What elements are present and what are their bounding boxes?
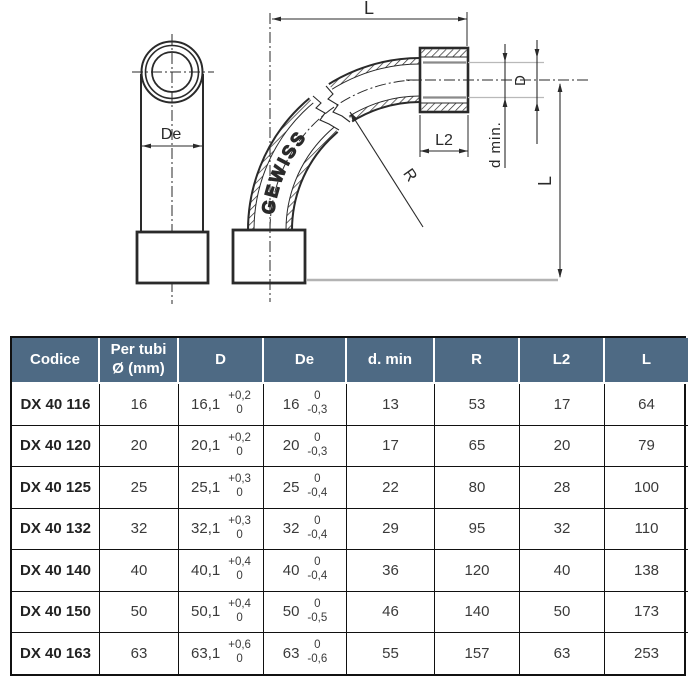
front-view [132,34,214,304]
cell-l: 64 [605,384,688,426]
cell-d: 40,1 +0,4 0 [179,550,264,592]
dmin-arrow-bottom [503,98,508,107]
cell-de: 20 0 -0,3 [264,426,347,468]
table-row [12,509,688,551]
cell-l: 253 [633,644,660,662]
cell-l: 173 [605,592,688,634]
de-arrow-left [142,144,151,149]
cell-l2: 63 [520,633,605,674]
cell-r: 65 [435,426,520,468]
cell-r: 140 [435,592,520,634]
col-header-d: D [179,338,264,384]
spec-table-section [10,336,686,676]
socket-hatch-bottom [422,104,467,111]
bend-view [233,12,588,302]
cell-l: 138 [605,550,688,592]
header-row [12,338,688,384]
technical-drawing [0,0,695,334]
cell-per-tubi: 25 [100,467,179,509]
cell-codice: DX 40 120 [12,426,100,468]
cell-codice: DX 40 125 [12,467,100,509]
cell-r: 53 [435,384,520,426]
l2-dim-label: L2 [435,132,453,149]
cell-dmin: 17 [347,426,435,468]
col-header-dmin: d. min [347,338,435,384]
cell-l2: 50 [520,592,605,634]
cell-d: 63,1 +0,6 0 [179,633,264,674]
socket-hatch-top [422,50,467,57]
de-arrow-right [193,144,202,149]
brand-logo-text: GEWISS [257,126,311,216]
l-top-arrow-right [458,17,467,22]
cell-d: 32,1 +0,3 0 [179,509,264,551]
cell-l: 79 [605,426,688,468]
l-right-dim-label: L [535,175,555,186]
col-header-l: L [605,338,688,384]
l-right-arrow-top [558,83,563,92]
cell-dmin: 55 [347,633,435,674]
cell-r: 80 [435,467,520,509]
cell-l: 110 [605,509,688,551]
table-row [12,592,688,634]
l-top-arrow-left [272,17,281,22]
cell-per-tubi: 40 [100,550,179,592]
dmin-dim-label: d min. [487,121,504,168]
cell-dmin: 36 [347,550,435,592]
cell-l2: 40 [520,550,605,592]
cell-codice: DX 40 150 [12,592,100,634]
cell-de: 16 0 -0,3 [264,384,347,426]
table-row [12,550,688,592]
col-header-per-tubi: Per tubi Ø (mm) [100,338,179,384]
table-row [12,426,688,468]
cell-per-tubi: 50 [100,592,179,634]
l-right-arrow-bottom [558,269,563,278]
cell-de: 40 0 -0,4 [264,550,347,592]
cell-de: 63 0 -0,6 [264,633,347,674]
cell-l: 100 [605,467,688,509]
cell-dmin: 46 [347,592,435,634]
cell-dmin: 13 [347,384,435,426]
l-top-dim-label: L [363,0,375,18]
cell-codice: DX 40 140 [12,550,100,592]
l2-arrow-right [459,149,468,154]
cell-r: 120 [435,550,520,592]
d-arrow-bottom [535,102,540,111]
col-header-r: R [435,338,520,384]
cell-de: 25 0 -0,4 [264,467,347,509]
cell-d: 25,1 +0,3 0 [179,467,264,509]
cell-r: 157 [435,633,520,674]
cell-l2: 17 [520,384,605,426]
front-sleeve [137,232,208,283]
cell-dmin: 29 [347,509,435,551]
col-header-de: De [264,338,347,384]
break-mask [308,82,353,133]
l2-arrow-left [420,149,429,154]
cell-dmin: 22 [347,467,435,509]
d-arrow-top [535,49,540,58]
bend-bottom-sleeve [233,230,305,283]
cell-codice: DX 40 132 [12,509,100,551]
cell-d: 20,1 +0,2 0 [179,426,264,468]
col-header-codice: Codice [12,338,100,384]
table-row [12,384,688,426]
table-row [12,633,688,674]
radius-dim-label: R [399,165,420,186]
dmin-arrow-top [503,53,508,62]
cell-d: 16,1 +0,2 0 [179,384,264,426]
cell-per-tubi: 20 [100,426,179,468]
de-dim-label: De [160,126,182,143]
cell-codice: DX 40 116 [12,384,100,426]
cell-l2: 28 [520,467,605,509]
cell-per-tubi: 16 [100,384,179,426]
cell-codice: DX 40 163 [12,633,100,674]
d-dim-label: D [512,75,529,86]
cell-de: 50 0 -0,5 [264,592,347,634]
col-header-l2: L2 [520,338,605,384]
cell-l2: 20 [520,426,605,468]
table-row [12,467,688,509]
spec-table [12,338,688,674]
cell-l2: 32 [520,509,605,551]
cell-d: 50,1 +0,4 0 [179,592,264,634]
cell-de: 32 0 -0,4 [264,509,347,551]
cell-per-tubi: 63 [100,633,179,674]
cell-r: 95 [435,509,520,551]
cell-per-tubi: 32 [100,509,179,551]
